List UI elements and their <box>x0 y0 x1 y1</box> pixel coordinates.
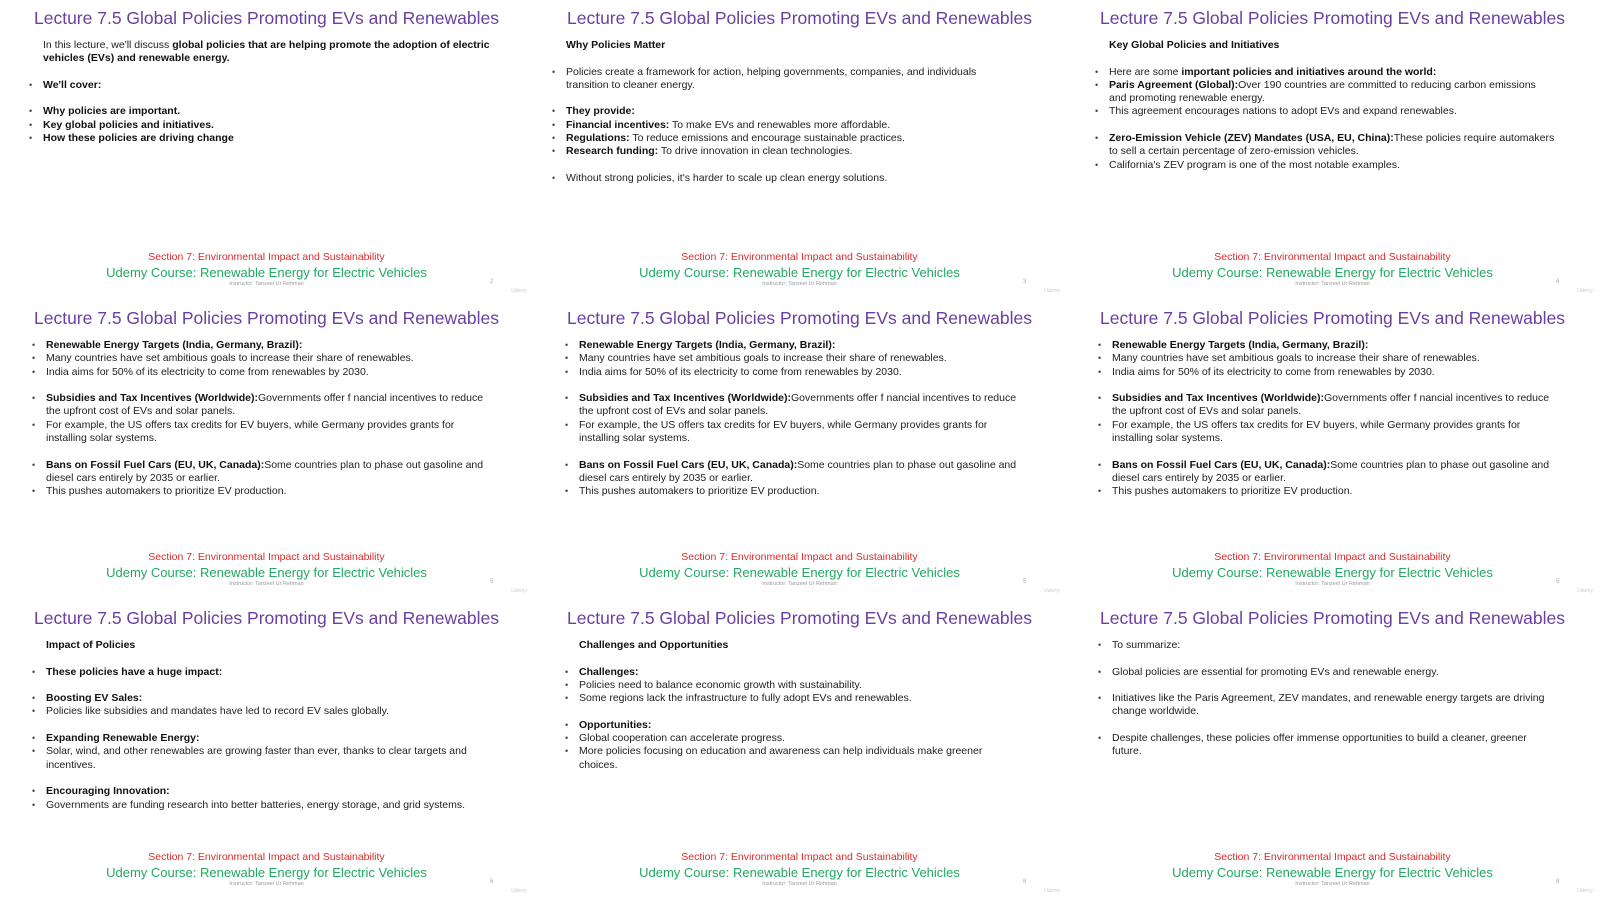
page-number: 4 <box>1556 279 1560 285</box>
text-line <box>579 472 1016 485</box>
udemy-logo: Udemy <box>1044 288 1060 294</box>
text-line <box>43 52 490 65</box>
udemy-logo: Udemy <box>1577 888 1593 894</box>
course-label: Udemy Course: Renewable Energy for Electric Vehicles <box>639 565 960 580</box>
bold-text: vehicles (EVs) and renewable energy. <box>43 52 230 65</box>
udemy-logo: Udemy <box>1044 588 1060 594</box>
text-line <box>43 39 490 52</box>
bold-text: Subsidies and Tax Incentives (Worldwide): <box>579 392 791 405</box>
bold-text: Why Policies Matter <box>566 39 666 51</box>
page-number: 6 <box>490 879 494 885</box>
slide-body <box>579 339 1016 499</box>
bold-text: Renewable Energy Targets (India, Germany, Brazil): <box>46 339 303 351</box>
blank-line <box>1112 679 1544 692</box>
page-number: 5 <box>490 579 494 585</box>
body-text-run: India aims for 50% of its electricity to come from renewables by 2030. <box>1112 365 1435 378</box>
body-text-run: Policies need to balance economic growth with sustainability. <box>579 678 862 691</box>
body-text-run: to sell a certain percentage of zero-emission vehicles. <box>1109 145 1359 158</box>
course-label: Udemy Course: Renewable Energy for Electric Vehicles <box>106 565 427 580</box>
bullet-item <box>579 352 1016 365</box>
slide-body <box>46 639 467 812</box>
bold-text: Regulations: <box>566 132 630 145</box>
bold-text: Renewable Energy Targets (India, Germany, Brazil): <box>1112 339 1369 351</box>
body-text-run: Governments are funding research into better batteries, energy storage, and grid systems. <box>46 798 466 811</box>
blank-line <box>46 679 467 692</box>
body-text-run: the upfront cost of EVs and solar panels. <box>579 405 769 418</box>
body-text-run: Global policies are essential for promoting EVs and renewable energy. <box>1112 665 1439 678</box>
bullet-item <box>46 692 467 705</box>
text-line <box>579 432 1016 445</box>
text-line <box>566 39 976 52</box>
bullet-item <box>1112 459 1549 472</box>
bullet-item <box>579 719 982 732</box>
instructor-label: Instructor: Tanzeel Ur Rehman <box>1295 881 1370 887</box>
bullet-item <box>579 485 1016 498</box>
body-text-run: Some countries plan to phase out gasoline and <box>797 458 1017 471</box>
section-label: Section 7: Environmental Impact and Sustainability <box>148 851 385 863</box>
course-label: Udemy Course: Renewable Energy for Electric Vehicles <box>106 265 427 280</box>
bold-text: Challenges and Opportunities <box>579 639 729 651</box>
bullet-item <box>46 666 467 679</box>
body-text-run: choices. <box>579 758 618 771</box>
slide-thumbnail[interactable] <box>0 0 533 299</box>
bold-text: Bans on Fossil Fuel Cars (EU, UK, Canada): <box>46 458 265 471</box>
bullet-item <box>46 352 483 365</box>
blank-line <box>43 66 490 79</box>
page-number: 5 <box>1023 579 1027 585</box>
slide-body <box>1109 39 1554 172</box>
blank-line <box>579 379 1016 392</box>
slide-body <box>566 39 976 185</box>
bold-text: We'll cover: <box>43 78 102 91</box>
bullet-item <box>1112 692 1544 705</box>
page-number: 2 <box>490 279 494 285</box>
page-number: 3 <box>1023 279 1027 285</box>
blank-line <box>1109 52 1554 65</box>
bullet-item <box>579 339 1016 352</box>
slide-thumbnail[interactable] <box>1066 0 1599 299</box>
body-text-run: Many countries have set ambitious goals to increase their share of renewables. <box>579 352 947 365</box>
body-text-run: future. <box>1112 745 1142 758</box>
blank-line <box>46 772 467 785</box>
instructor-label: Instructor: Tanzeel Ur Rehman <box>229 881 304 887</box>
bullet-item <box>1112 732 1544 745</box>
slide-title: Lecture 7.5 Global Policies Promoting EVs and Renewables <box>34 8 499 28</box>
blank-line <box>1112 445 1549 458</box>
bold-text: Paris Agreement (Global): <box>1109 78 1239 91</box>
body-text-run: Governments offer f nancial incentives to reduce <box>1323 392 1550 405</box>
body-text-run: Without strong policies, it's harder to scale up clean energy solutions. <box>566 171 888 184</box>
bullet-item <box>579 745 982 758</box>
body-text-run: Many countries have set ambitious goals to increase their share of renewables. <box>46 352 414 365</box>
text-line <box>579 759 982 772</box>
bullet-item <box>1112 392 1549 405</box>
bold-text: Zero-Emission Vehicle (ZEV) Mandates (USA, EU, China): <box>1109 132 1394 145</box>
bullet-item <box>566 132 976 145</box>
course-label: Udemy Course: Renewable Energy for Electric Vehicles <box>1172 865 1493 880</box>
body-text-run: For example, the US offers tax credits for EV buyers, while Germany provides grants for <box>1112 418 1521 431</box>
udemy-logo: Udemy <box>511 588 527 594</box>
body-text-run: India aims for 50% of its electricity to come from renewables by 2030. <box>46 365 369 378</box>
text-line <box>566 79 976 92</box>
bullet-item <box>579 366 1016 379</box>
body-text-run: installing solar systems. <box>46 432 157 445</box>
body-text-run: Some countries plan to phase out gasoline and <box>1330 458 1550 471</box>
bullet-item <box>46 732 467 745</box>
bullet-item <box>579 459 1016 472</box>
text-line <box>46 405 483 418</box>
slide-thumbnail[interactable] <box>1066 600 1599 899</box>
bullet-item <box>1109 66 1554 79</box>
slide-body <box>46 339 483 499</box>
body-text-run: installing solar systems. <box>579 432 690 445</box>
bold-text: important policies and initiatives around the world: <box>1181 65 1437 78</box>
body-text-run: diesel cars entirely by 2035 or earlier. <box>46 471 220 484</box>
slide-title: Lecture 7.5 Global Policies Promoting EVs and Renewables <box>1100 608 1565 628</box>
text-line <box>46 639 467 652</box>
bullet-item <box>43 132 490 145</box>
text-line <box>1112 705 1544 718</box>
bullet-item <box>566 172 976 185</box>
bullet-item <box>1109 79 1554 92</box>
body-text-run: More policies focusing on education and awareness can help individuals make greener <box>579 745 983 758</box>
body-text-run: transition to cleaner energy. <box>566 78 695 91</box>
slide-title: Lecture 7.5 Global Policies Promoting EVs and Renewables <box>567 308 1032 328</box>
slide-title: Lecture 7.5 Global Policies Promoting EVs and Renewables <box>567 8 1032 28</box>
body-text-run: To drive innovation in clean technologies. <box>658 145 853 158</box>
bold-text: Bans on Fossil Fuel Cars (EU, UK, Canada): <box>1112 458 1331 471</box>
text-line <box>1109 39 1554 52</box>
body-text-run: For example, the US offers tax credits for EV buyers, while Germany provides grants for <box>46 418 455 431</box>
bold-text: Impact of Policies <box>46 639 136 651</box>
instructor-label: Instructor: Tanzeel Ur Rehman <box>229 581 304 587</box>
body-text-run: Over 190 countries are committed to reducing carbon emissions <box>1238 78 1536 91</box>
body-text-run: Despite challenges, these policies offer immense opportunities to build a cleaner, greener <box>1112 732 1527 745</box>
body-text-run: These policies require automakers <box>1393 132 1555 145</box>
bullet-item <box>579 392 1016 405</box>
bold-text: How these policies are driving change <box>43 132 234 145</box>
slide-title: Lecture 7.5 Global Policies Promoting EVs and Renewables <box>34 608 499 628</box>
text-line <box>579 639 982 652</box>
body-text-run: Solar, wind, and other renewables are growing faster than ever, thanks to clear targets and <box>46 745 467 758</box>
blank-line <box>46 445 483 458</box>
body-text-run: For example, the US offers tax credits for EV buyers, while Germany provides grants for <box>579 418 988 431</box>
bullet-item <box>46 745 467 758</box>
slide-thumbnail[interactable] <box>1066 300 1599 599</box>
course-label: Udemy Course: Renewable Energy for Electric Vehicles <box>639 265 960 280</box>
bold-text: Renewable Energy Targets (India, Germany, Brazil): <box>579 339 836 351</box>
text-line <box>1112 745 1544 758</box>
blank-line <box>566 52 976 65</box>
body-text-run: This pushes automakers to prioritize EV production. <box>579 485 820 498</box>
body-text-run: diesel cars entirely by 2035 or earlier. <box>579 471 753 484</box>
body-text-run: This agreement encourages nations to adopt EVs and expand renewables. <box>1109 105 1457 118</box>
udemy-logo: Udemy <box>511 288 527 294</box>
bullet-item <box>43 105 490 118</box>
text-line <box>579 405 1016 418</box>
section-label: Section 7: Environmental Impact and Sustainability <box>1214 851 1451 863</box>
bold-text: Expanding Renewable Energy: <box>46 732 200 745</box>
section-label: Section 7: Environmental Impact and Sustainability <box>148 251 385 263</box>
udemy-logo: Udemy <box>1577 288 1593 294</box>
bullet-item <box>579 732 982 745</box>
body-text-run: Here are some <box>1109 65 1182 78</box>
body-text-run: Governments offer f nancial incentives to reduce <box>790 392 1017 405</box>
bold-text: Subsidies and Tax Incentives (Worldwide): <box>46 392 258 405</box>
bullet-item <box>1112 666 1544 679</box>
course-label: Udemy Course: Renewable Energy for Electric Vehicles <box>106 865 427 880</box>
course-label: Udemy Course: Renewable Energy for Electric Vehicles <box>1172 565 1493 580</box>
blank-line <box>579 705 982 718</box>
text-line <box>46 472 483 485</box>
body-text-run: Policies create a framework for action, helping governments, companies, and individuals <box>566 65 977 78</box>
instructor-label: Instructor: Tanzeel Ur Rehman <box>1295 281 1370 287</box>
bullet-item <box>566 105 976 118</box>
bullet-item <box>1112 419 1549 432</box>
bullet-item <box>46 366 483 379</box>
instructor-label: Instructor: Tanzeel Ur Rehman <box>762 281 837 287</box>
bullet-item <box>1112 366 1549 379</box>
bullet-item <box>46 419 483 432</box>
body-text-run: To make EVs and renewables more affordable. <box>669 118 891 131</box>
blank-line <box>579 445 1016 458</box>
bullet-item <box>46 339 483 352</box>
bullet-item <box>46 705 467 718</box>
blank-line <box>1112 652 1544 665</box>
body-text-run: incentives. <box>46 758 96 771</box>
slide-thumbnail[interactable] <box>533 0 1066 299</box>
bullet-item <box>579 666 982 679</box>
body-text-run: Global cooperation can accelerate progress. <box>579 732 786 745</box>
bullet-item <box>1109 132 1554 145</box>
text-line <box>1109 145 1554 158</box>
body-text-run: This pushes automakers to prioritize EV production. <box>46 485 287 498</box>
bullet-item <box>1109 105 1554 118</box>
slide-body <box>579 639 982 772</box>
body-text-run: Governments offer f nancial incentives to reduce <box>257 392 484 405</box>
slide-body <box>1112 339 1549 499</box>
bullet-item <box>566 119 976 132</box>
blank-line <box>43 92 490 105</box>
course-label: Udemy Course: Renewable Energy for Electric Vehicles <box>639 865 960 880</box>
instructor-label: Instructor: Tanzeel Ur Rehman <box>762 581 837 587</box>
blank-line <box>566 159 976 172</box>
instructor-label: Instructor: Tanzeel Ur Rehman <box>229 281 304 287</box>
bullet-item <box>46 485 483 498</box>
section-label: Section 7: Environmental Impact and Sustainability <box>681 551 918 563</box>
bold-text: They provide: <box>566 105 635 118</box>
blank-line <box>46 379 483 392</box>
text-line <box>1112 472 1549 485</box>
body-text-run: Some regions lack the infrastructure to fully adopt EVs and renewables. <box>579 692 912 705</box>
body-text-run: Many countries have set ambitious goals to increase their share of renewables. <box>1112 352 1480 365</box>
blank-line <box>1112 719 1544 732</box>
slide-thumbnail[interactable] <box>0 600 533 899</box>
text-line <box>46 432 483 445</box>
slide-title: Lecture 7.5 Global Policies Promoting EVs and Renewables <box>567 608 1032 628</box>
bold-text: Boosting EV Sales: <box>46 692 143 705</box>
bold-text: Why policies are important. <box>43 105 181 118</box>
body-text-run: change worldwide. <box>1112 705 1199 718</box>
slide-title: Lecture 7.5 Global Policies Promoting EVs and Renewables <box>1100 308 1565 328</box>
bullet-item <box>43 119 490 132</box>
blank-line <box>1109 119 1554 132</box>
course-label: Udemy Course: Renewable Energy for Electric Vehicles <box>1172 265 1493 280</box>
bullet-item <box>566 66 976 79</box>
body-text-run: the upfront cost of EVs and solar panels. <box>1112 405 1302 418</box>
section-label: Section 7: Environmental Impact and Sustainability <box>1214 251 1451 263</box>
bullet-item <box>566 145 976 158</box>
body-text-run: installing solar systems. <box>1112 432 1223 445</box>
bullet-item <box>46 785 467 798</box>
bullet-item <box>46 459 483 472</box>
slide-body <box>43 39 490 145</box>
bullet-item <box>1112 339 1549 352</box>
bullet-item <box>1109 159 1554 172</box>
section-label: Section 7: Environmental Impact and Sustainability <box>148 551 385 563</box>
blank-line <box>579 652 982 665</box>
section-label: Section 7: Environmental Impact and Sustainability <box>1214 551 1451 563</box>
udemy-logo: Udemy <box>1577 588 1593 594</box>
bullet-item <box>579 692 982 705</box>
page-number: 5 <box>1556 579 1560 585</box>
slide-body <box>1112 639 1544 759</box>
blank-line <box>46 652 467 665</box>
slide-title: Lecture 7.5 Global Policies Promoting EVs and Renewables <box>1100 8 1565 28</box>
slide-thumbnail[interactable] <box>533 300 1066 599</box>
bold-text: Key Global Policies and Initiatives <box>1109 39 1280 51</box>
bullet-item <box>1112 352 1549 365</box>
blank-line <box>46 719 467 732</box>
udemy-logo: Udemy <box>1044 888 1060 894</box>
body-text-run: In this lecture, we'll discuss <box>43 39 173 51</box>
body-text-run: diesel cars entirely by 2035 or earlier. <box>1112 471 1286 484</box>
bold-text: Financial incentives: <box>566 118 670 131</box>
text-line <box>1112 405 1549 418</box>
body-text-run: India aims for 50% of its electricity to come from renewables by 2030. <box>579 365 902 378</box>
bullet-item <box>579 679 982 692</box>
text-line <box>1112 432 1549 445</box>
bold-text: Bans on Fossil Fuel Cars (EU, UK, Canada): <box>579 458 798 471</box>
bold-text: Opportunities: <box>579 718 652 731</box>
body-text-run: Policies like subsidies and mandates have led to record EV sales globally. <box>46 705 389 718</box>
page-number: 9 <box>1556 879 1560 885</box>
section-label: Section 7: Environmental Impact and Sustainability <box>681 251 918 263</box>
bold-text: Key global policies and initiatives. <box>43 118 214 131</box>
bullet-item <box>46 799 467 812</box>
body-text-run: California's ZEV program is one of the most notable examples. <box>1109 158 1400 171</box>
body-text-run: To reduce emissions and encourage sustainable practices. <box>629 132 905 145</box>
bold-text: Subsidies and Tax Incentives (Worldwide): <box>1112 392 1324 405</box>
bullet-item <box>1112 485 1549 498</box>
bold-text: These policies have a huge impact: <box>46 665 223 678</box>
blank-line <box>566 92 976 105</box>
bullet-item <box>579 419 1016 432</box>
bold-text: Challenges: <box>579 665 639 678</box>
slide-thumbnail[interactable] <box>533 600 1066 899</box>
body-text-run: This pushes automakers to prioritize EV production. <box>1112 485 1353 498</box>
body-text-run: and promoting renewable energy. <box>1109 92 1265 105</box>
body-text-run: the upfront cost of EVs and solar panels. <box>46 405 236 418</box>
section-label: Section 7: Environmental Impact and Sustainability <box>681 851 918 863</box>
text-line <box>1109 92 1554 105</box>
bullet-item <box>1112 639 1544 652</box>
body-text-run: Initiatives like the Paris Agreement, ZEV mandates, and renewable energy targets are driving <box>1112 692 1545 705</box>
udemy-logo: Udemy <box>511 888 527 894</box>
page-number: 8 <box>1023 879 1027 885</box>
bullet-item <box>46 392 483 405</box>
instructor-label: Instructor: Tanzeel Ur Rehman <box>1295 581 1370 587</box>
bullet-item <box>43 79 490 92</box>
slide-title: Lecture 7.5 Global Policies Promoting EVs and Renewables <box>34 308 499 328</box>
blank-line <box>1112 379 1549 392</box>
text-line <box>46 759 467 772</box>
body-text-run: Some countries plan to phase out gasoline and <box>264 458 484 471</box>
slide-thumbnail[interactable] <box>0 300 533 599</box>
bold-text: Research funding: <box>566 145 659 158</box>
instructor-label: Instructor: Tanzeel Ur Rehman <box>762 881 837 887</box>
body-text-run: To summarize: <box>1112 639 1181 651</box>
bold-text: Encouraging Innovation: <box>46 785 170 798</box>
bold-text: global policies that are helping promote the adoption of electric <box>172 39 490 51</box>
